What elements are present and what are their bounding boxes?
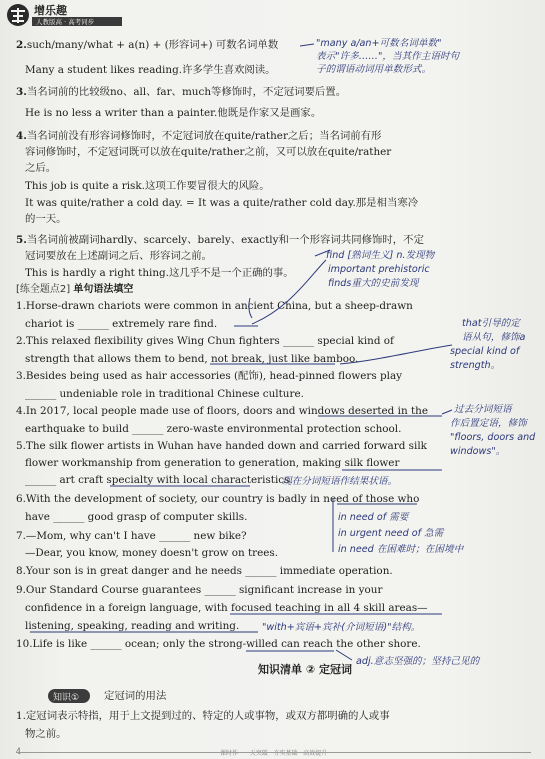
logo — [4, 2, 126, 28]
arrow-line — [442, 410, 452, 414]
section-title: 知识清单 ② 定冠词 — [258, 663, 352, 676]
rule-2-example: Many a student likes reading.许多学生喜欢阅读。 — [25, 64, 276, 76]
exercise-7-line-2: —Dear, you know, money doesn't grow on trees. — [25, 547, 279, 559]
note-find-2: important prehistoric — [328, 264, 430, 275]
exercise-9-line-2: confidence in a foreign language, with focused teaching in all 4 skill areas— — [25, 602, 428, 614]
knowledge-tag: 知识① — [53, 693, 80, 703]
exercise-2-line-2: strength that allows them to bend, not break, just like bamboo. — [25, 353, 359, 365]
knowledge-tag-badge — [48, 689, 90, 703]
rule-5-line-1: 5.当名词前被副词hardly、scarcely、barely、exactly和一个形容词共同修饰时，不定 — [16, 234, 424, 246]
exercise-6-line-2: have ______ good grasp of computer skills. — [25, 511, 248, 523]
definite-rule-line-1: 1.定冠词表示特指，用于上文提到过的、特定的人或事物，或双方都明确的人或事 — [16, 710, 390, 722]
rule-4-line-3: 之后。 — [25, 162, 57, 174]
exercise-7-line-1: 7.—Mom, why can't I have ______ new bike? — [16, 530, 247, 542]
practice-title: 单句语法填空 — [73, 284, 134, 295]
exercise-5-line-1: 5.The silk flower artists in Wuhan have handed down and carried forward silk — [16, 440, 427, 452]
rule-3-example: He is no less a writer than a painter.他既是作家又是画家。 — [25, 107, 322, 119]
bottom-rule — [16, 752, 531, 753]
note-past-participle-4: windows"。 — [450, 446, 506, 457]
rule-3-line-1: 3.当名词前的比较级no、all、far、much等修饰时，不定冠词要后置。 — [16, 86, 347, 98]
knowledge-title: 定冠词的用法 — [104, 690, 167, 702]
note-in-need-of: in need of 需要 — [338, 512, 409, 523]
exercise-5-line-2: flower workmanship from generation to generation, making silk flower — [25, 457, 400, 469]
practice-tag: [练全题点2] — [16, 284, 71, 295]
note-with-structure: "with+宾语+宾补(介词短语)"结构。 — [262, 622, 421, 633]
arrow-line — [300, 44, 314, 46]
note-past-participle-3: "floors, doors and — [450, 432, 536, 443]
rule-5-example: This is hardly a right thing.这几乎不是一个正确的事。 — [25, 267, 294, 279]
footer-text: 课时作 · 一天突破 · 夯实基础 · 高效提升 — [220, 750, 328, 757]
rule-4-line-1: 4.当名词前没有形容词修饰时，不定冠词放在quite/rather之后；当名词前有形 — [16, 130, 382, 142]
note-many-a-2: 表示"许多……"，当其作主语时句 — [316, 51, 460, 62]
rule-4-line-2: 容词修饰时，不定冠词既可以放在quite/rather之前，又可以放在quite/rather — [25, 146, 392, 158]
exercise-2-line-1: 2.This relaxed flexibility gives Wing Chun fighters ______ special kind of — [16, 335, 394, 347]
note-find-3: finds重大的史前发现 — [328, 278, 419, 289]
note-that-clause-2: 语从句，修饰a — [462, 332, 526, 343]
note-that-clause: that引导的定 — [462, 318, 520, 329]
exercise-1-line-2: chariot is ______ extremely rare find. — [25, 318, 218, 330]
note-find: find [熟词生义] n.发现物 — [326, 250, 435, 261]
note-many-a: "many a/an+可数名词单数" — [316, 38, 442, 49]
rule-4-example-1: This job is quite a risk.这项工作要冒很大的风险。 — [25, 180, 270, 192]
logo-text: 增乐趣 — [34, 4, 67, 17]
exercise-5-line-3: ______ art craft specialty with local characteristics. — [25, 474, 293, 486]
definite-rule-line-2: 物之前。 — [25, 728, 67, 740]
note-that-clause-4: strength。 — [450, 360, 501, 371]
rule-5-line-2: 冠词要放在上述副词之后、形容词之前。 — [25, 250, 213, 262]
exercise-4-line-1: 4.In 2017, local people made use of floors, doors and windows deserted in the — [16, 405, 428, 417]
note-that-clause-3: special kind of — [450, 346, 520, 357]
exercise-9-line-1: 9.Our Standard Course guarantees ______ significant increase in your — [16, 584, 383, 596]
exercise-8-line-1: 8.Your son is in great danger and he needs ______ immediate operation. — [16, 565, 393, 577]
exercise-9-line-3: listening, speaking, reading and writing. — [25, 620, 240, 632]
note-many-a-3: 子的谓语动词用单数形式。 — [316, 64, 432, 75]
note-past-participle: 过去分词短语 — [454, 404, 512, 415]
note-past-participle-2: 作后置定语，修饰 — [450, 418, 527, 429]
rule-4-example-3: 的一天。 — [25, 213, 67, 225]
exercise-6-line-1: 6.With the development of society, our country is badly in need of those who — [16, 493, 420, 505]
exercise-3-line-1: 3.Besides being used as hair accessories (配饰), head-pinned flowers play — [16, 370, 403, 382]
note-strong-willed: adj.意志坚强的；坚持己见的 — [356, 656, 480, 667]
exercise-1-line-1: 1.Horse-drawn chariots were common in ancient China, but a sheep-drawn — [16, 300, 413, 312]
exercise-10-line-1: 10.Life is like ______ ocean; only the strong-willed can reach the other shore. — [16, 638, 421, 650]
exercise-3-line-2: ______ undeniable role in traditional Chinese culture. — [25, 388, 304, 400]
rule-2-line-1: 2.such/many/what + a(n) + (形容词+) 可数名词单数 — [16, 39, 279, 51]
note-in-need: in need 在困难时；在困境中 — [338, 544, 464, 555]
exercise-4-line-2: earthquake to build ______ zero-waste environmental protection school. — [25, 423, 402, 435]
logo-subtext: 人教版高 · 高考同步 — [36, 18, 95, 26]
note-in-urgent-need: in urgent need of 急需 — [338, 528, 444, 539]
arrow-line — [336, 650, 352, 660]
note-present-participle: 现在分词短语作结果状语。 — [282, 476, 398, 487]
rule-4-example-2: It was quite/rather a cold day. = It was a quite/rather cold day.那是相当寒冷 — [25, 197, 419, 209]
practice-header — [16, 283, 133, 296]
page-number: 4 — [16, 747, 22, 756]
